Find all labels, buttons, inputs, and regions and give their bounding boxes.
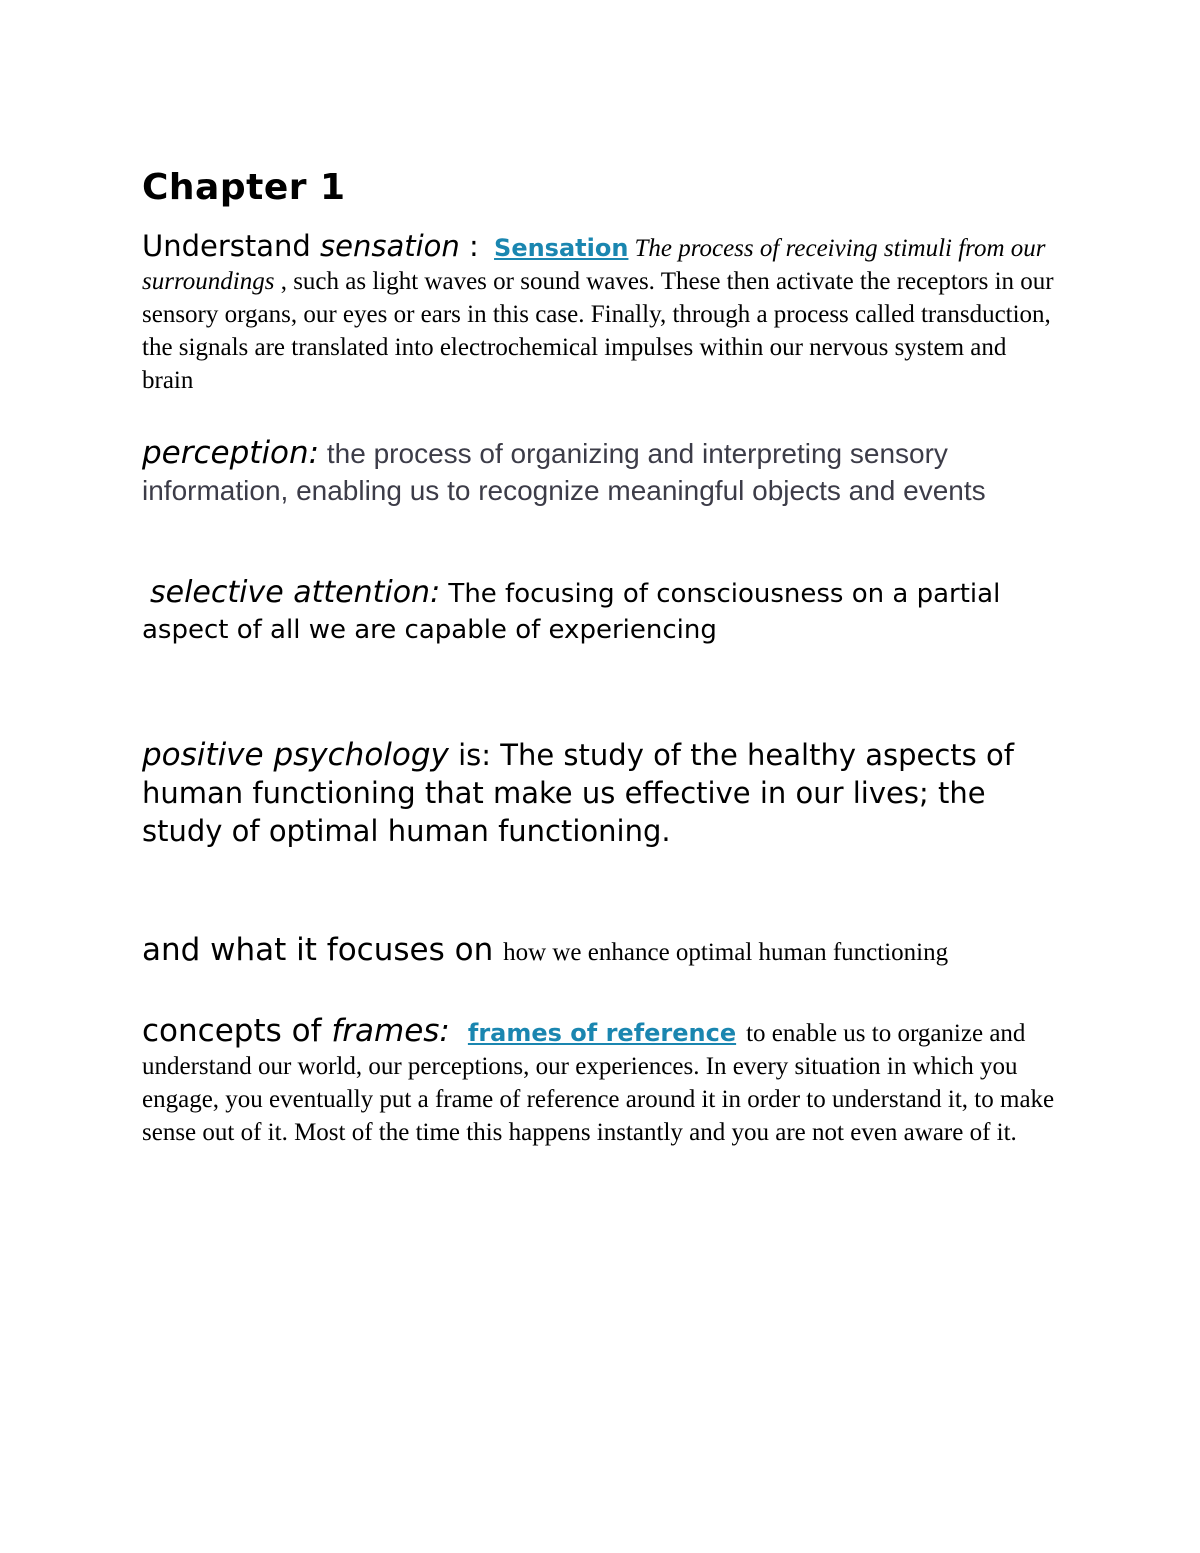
positive-psychology-term: positive psychology (142, 737, 449, 773)
selective-attention-paragraph (142, 575, 1062, 648)
positive-psychology-paragraph (142, 736, 1062, 850)
sensation-lead: Understand (142, 229, 321, 263)
focuses-lead: and what it focuses on (142, 932, 504, 968)
frames-text: to enable us to organize and understand our world, our perceptions, our experiences. In every situation in which you engage, you eventually put a frame of reference around it in order to understand it, to make sense out of it. Most of the time this happens instantly and you are not even aware of it. (142, 1020, 1055, 1146)
frames-term: frames: (331, 1013, 450, 1049)
positive-psychology-is: is: (448, 738, 501, 772)
selective-attention-definition: The focusing of consciousness on a partial aspect of all we are capable of experiencing (142, 579, 1001, 645)
perception-paragraph (142, 435, 1062, 509)
focuses-text: how we enhance optimal human functioning (503, 939, 949, 966)
selective-attention-term: selective attention: (150, 575, 441, 610)
frames-of-reference-link[interactable]: frames of reference (467, 1019, 737, 1047)
perception-term: perception: (142, 435, 320, 471)
frames-lead: concepts of (142, 1013, 332, 1049)
perception-definition: the process of organizing and interpreting sensory information, enabling us to recognize meaningful objects and events (142, 438, 986, 506)
sensation-body: , such as light waves or sound waves. These then activate the receptors in our sensory organs, our eyes or ears in this case. Finally, through a process called transduction, the signals are translated into electrochemical impulses within our nervous system and brain (142, 268, 1054, 394)
frames-paragraph (142, 1015, 1062, 1149)
sensation-definition: The process of receiving stimuli from our surroundings (142, 235, 1046, 295)
chapter-title: Chapter 1 (142, 167, 346, 208)
sensation-paragraph (142, 230, 1062, 397)
sensation-link[interactable]: Sensation (494, 234, 629, 262)
document-page (142, 160, 1062, 1149)
sensation-colon: : (459, 229, 489, 263)
sensation-term: sensation (320, 229, 460, 263)
positive-psychology-definition: The study of the healthy aspects of human functioning that make us effective in our lives; the study of optimal human functioning. (142, 738, 1014, 848)
focuses-paragraph (142, 934, 1062, 969)
